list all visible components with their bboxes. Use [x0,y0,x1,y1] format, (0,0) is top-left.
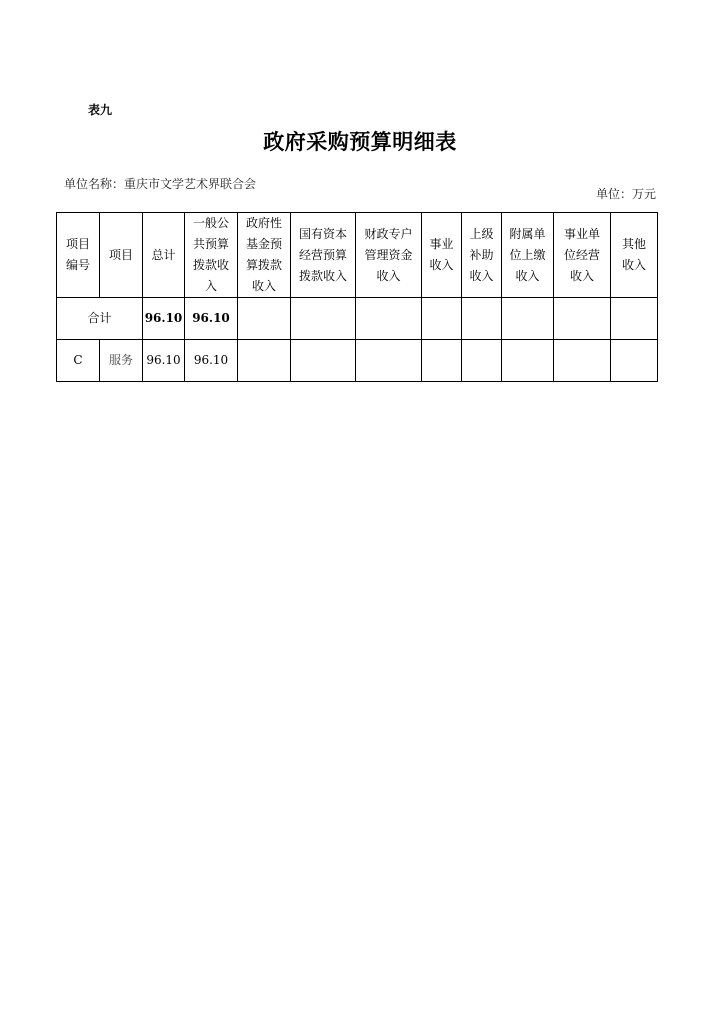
header-item: 项目 [100,213,143,298]
table-number: 表九 [88,103,113,117]
row-cell [611,340,658,382]
row-cell [356,340,422,382]
header-state-capital: 国有资本 经营预算 拨款收入 [291,213,356,298]
header-total: 总计 [143,213,185,298]
row-cell [554,340,611,382]
header-affiliated: 附属单 位上缴 收入 [502,213,554,298]
total-row-cell [502,298,554,340]
table-row [57,340,658,382]
row-item: 服务 [100,340,143,382]
header-general-budget: 一般公 共预算 拨款收 入 [185,213,238,298]
total-row-cell [462,298,502,340]
table-header-row [57,213,658,298]
page-title: 政府采购预算明细表 [263,129,457,154]
header-fiscal-special: 财政专户 管理资金 收入 [356,213,422,298]
header-other: 其他 收入 [611,213,658,298]
total-row-cell [356,298,422,340]
unit-name: 单位名称：重庆市文学艺术界联合会 [64,177,257,191]
total-row-cell [422,298,462,340]
total-row-cell [291,298,356,340]
total-row [57,298,658,340]
row-cell [462,340,502,382]
header-business-operation: 事业单 位经营 收入 [554,213,611,298]
row-cell [238,340,291,382]
row-total: 96.10 [143,340,185,382]
row-item-code: C [57,340,100,382]
total-row-total: 96.10 [143,298,185,340]
total-row-general-budget: 96.10 [185,298,238,340]
procurement-budget-table [56,212,658,382]
total-row-cell [554,298,611,340]
row-general-budget: 96.10 [185,340,238,382]
row-cell [422,340,462,382]
unit-label: 单位：万元 [595,187,656,201]
total-row-cell [238,298,291,340]
header-gov-fund: 政府性 基金预 算拨款 收入 [238,213,291,298]
header-item-code: 项目 编号 [57,213,100,298]
row-cell [291,340,356,382]
header-business: 事业 收入 [422,213,462,298]
header-superior-subsidy: 上级 补助 收入 [462,213,502,298]
total-row-cell [611,298,658,340]
row-cell [502,340,554,382]
total-row-label: 合计 [57,298,143,340]
